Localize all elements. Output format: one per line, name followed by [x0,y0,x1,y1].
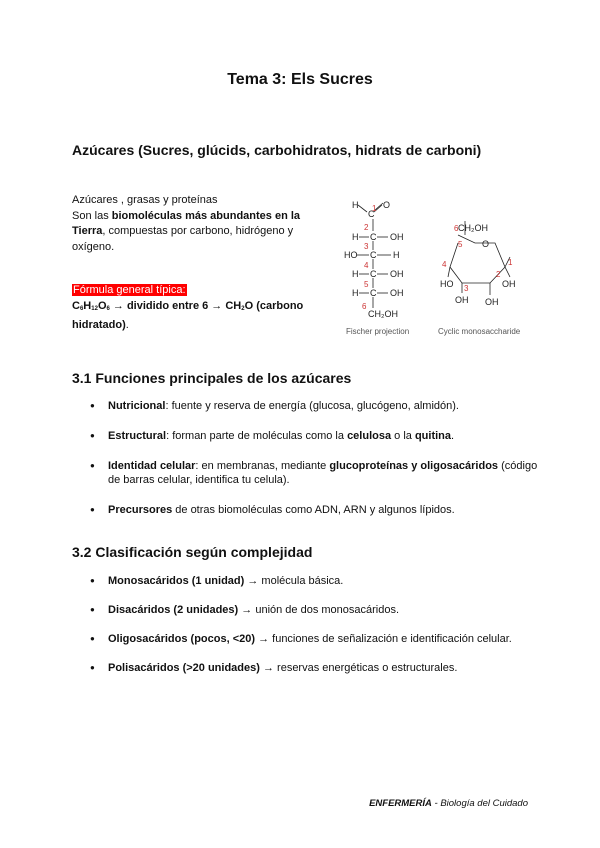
svg-text:H: H [352,269,359,279]
list-item: ● Polisacáridos (>20 unidades) → reservas energéticas o estructurales. [90,661,540,675]
svg-text:C: C [370,232,377,242]
list-item: ● Monosacáridos (1 unidad) → molécula básica. [90,574,540,588]
svg-text:H: H [352,288,359,298]
svg-text:OH: OH [390,288,404,298]
svg-text:H: H [352,200,359,210]
list-item: ● Oligosacáridos (pocos, <20) → funciones de señalización e identificación celular. [90,632,540,646]
page-footer [369,798,528,809]
formula-block [72,282,322,333]
svg-text:4: 4 [364,261,369,270]
svg-text:O: O [383,200,391,210]
glucose-structure-figure [340,195,540,343]
svg-text:C: C [370,288,377,298]
fischer-caption: Fischer projection [346,327,410,336]
cyclic-caption: Cyclic monosaccharide [438,327,521,336]
intro-sentence-end: , compuestas por carbono, hidrógeno y oxígeno. [72,225,294,253]
svg-text:2: 2 [496,270,501,279]
svg-text:6: 6 [362,302,367,311]
svg-text:2: 2 [364,223,369,232]
svg-text:4: 4 [442,260,447,269]
formula-expression: $C_6H_{12}O_6$ → dividido entre $6 \to CH_2O$ (carbono hidratado). [72,300,304,331]
svg-text:C: C [370,250,377,260]
svg-text:5: 5 [364,280,369,289]
svg-text:CH₂OH: CH₂OH [458,223,488,233]
svg-text:H: H [352,232,359,242]
intro-line: Azúcares , grasas y proteínas [72,194,218,206]
svg-text:HO: HO [344,250,358,260]
footer-subject: - Biología del Cuidado [431,798,528,809]
list-item: ● Estructural: forman parte de moléculas como la celulosa o la quitina. [90,429,540,443]
section-heading-31: 3.1 Funciones principales de los azúcares [72,370,352,386]
svg-text:O: O [482,239,490,249]
svg-text:OH: OH [455,295,469,305]
svg-text:1: 1 [372,204,377,213]
svg-text:C: C [368,209,375,219]
svg-text:5: 5 [458,240,463,249]
svg-text:3: 3 [364,242,369,251]
svg-text:3: 3 [464,284,469,293]
svg-text:1: 1 [508,258,513,267]
intro-paragraph [72,193,312,255]
intro-sentence-start: Son las [72,209,112,222]
page-title: Tema 3: Els Sucres [227,71,373,88]
svg-text:OH: OH [502,279,516,289]
svg-text:OH: OH [485,297,499,307]
svg-text:CH₂OH: CH₂OH [368,309,398,319]
svg-text:H: H [393,250,400,260]
svg-text:HO: HO [440,279,454,289]
svg-text:OH: OH [390,269,404,279]
svg-text:C: C [370,269,377,279]
intro-sentence [72,209,312,256]
list-item: ● Precursores de otras biomoléculas como ADN, ARN y algunos lípidos. [90,503,540,517]
intro-sentence-bold: biomoléculas más abundantes en la Tierra [72,209,301,237]
classification-list [90,574,540,675]
list-item: ● Disacáridos (2 unidades) → unión de dos monosacáridos. [90,603,540,617]
functions-list [90,399,540,517]
footer-course: ENFERMERÍA [369,798,432,809]
svg-text:6: 6 [454,224,459,233]
formula-label: Fórmula general típica: [73,284,186,296]
svg-text:OH: OH [390,232,404,242]
section-heading-azucares: Azúcares (Sucres, glúcids, carbohidratos, hidrats de carboni) [72,142,482,158]
section-heading-32: 3.2 Clasificación según complejidad [72,544,313,560]
list-item: ● Identidad celular: en membranas, mediante glucoproteínas y oligosacáridos (código de barras celular, identifica tu celula). [90,459,540,487]
list-item: ● Nutricional: fuente y reserva de energía (glucosa, glucógeno, almidón). [90,399,540,413]
